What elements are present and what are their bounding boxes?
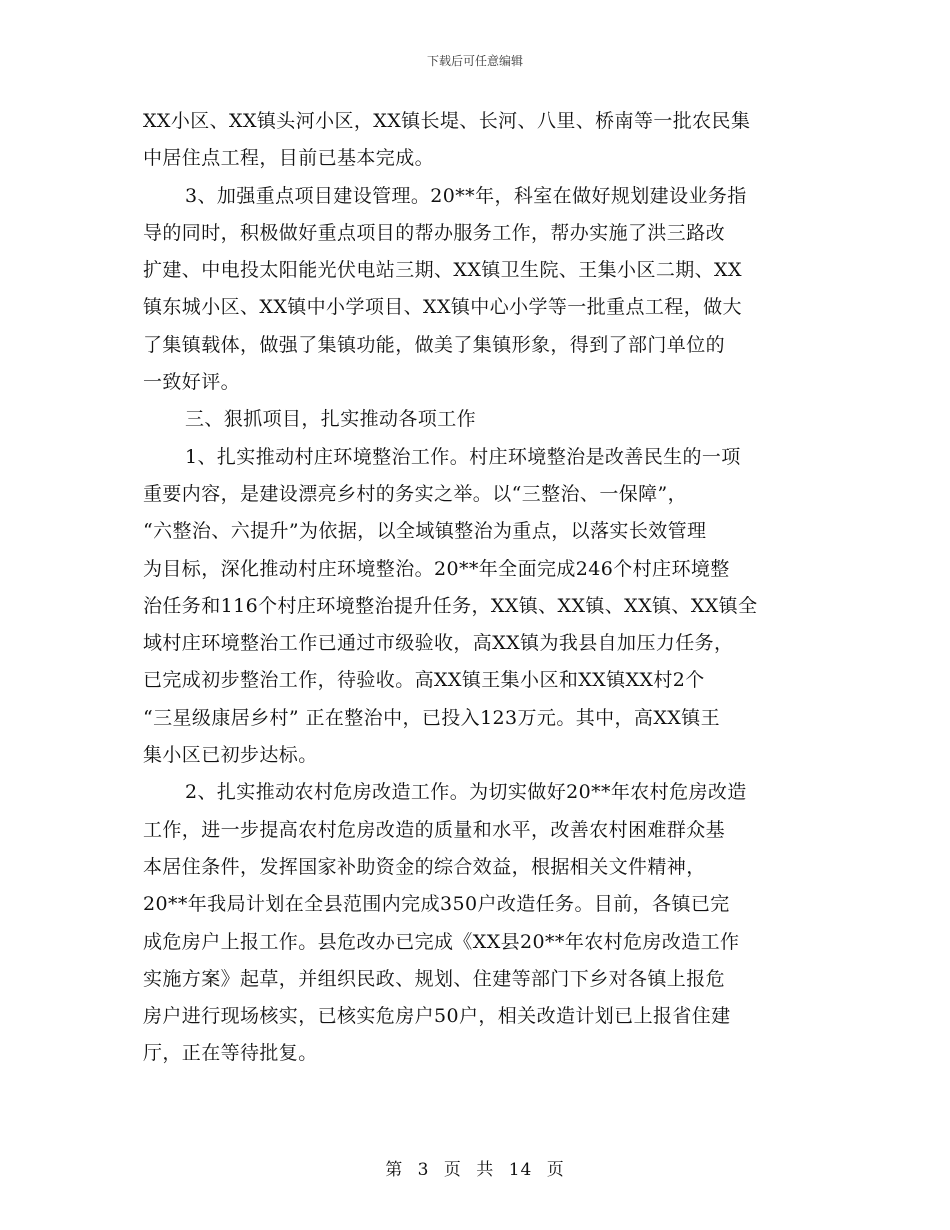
- footer-suffix: 页: [546, 1160, 565, 1180]
- text-line: 治任务和116个村庄环境整治提升任务，XX镇、XX镇、XX镇、XX镇全: [143, 594, 758, 617]
- document-body: [143, 103, 813, 1073]
- page-footer: [0, 1155, 950, 1180]
- footer-total-word: 共: [476, 1160, 495, 1180]
- total-pages: 14: [508, 1160, 533, 1180]
- text-line: 重要内容，是建设漂亮乡村的务实之举。以“三整治、一保障”，: [143, 482, 688, 505]
- text-line: 2、扎实推动农村危房改造工作。为切实做好20**年农村危房改造: [185, 781, 747, 804]
- footer-prefix: 第: [385, 1160, 404, 1180]
- text-line: 20**年我局计划在全县范围内完成350户改造任务。目前，各镇已完: [143, 893, 730, 916]
- text-line: 中居住点工程，目前已基本完成。: [143, 147, 435, 170]
- section-heading: 三、狠抓项目，扎实推动各项工作: [185, 408, 477, 431]
- page-number: 3: [417, 1160, 430, 1180]
- text-line: 本居住条件，发挥国家补助资金的综合效益，根据相关文件精神，: [143, 855, 706, 878]
- text-line: 工作，进一步提高农村危房改造的质量和水平，改善农村困难群众基: [143, 818, 726, 841]
- text-line: 厅，正在等待批复。: [143, 1042, 318, 1065]
- text-line: 扩建、中电投太阳能光伏电站三期、XX镇卫生院、王集小区二期、XX: [143, 259, 742, 282]
- page-header: 下载后可任意编辑: [426, 54, 523, 68]
- footer-page-word: 页: [443, 1160, 462, 1180]
- text-line: 3、加强重点项目建设管理。20**年，科室在做好规划建设业务指: [185, 184, 747, 207]
- text-line: 实施方案》起草，并组织民政、规划、住建等部门下乡对各镇上报危: [143, 967, 726, 990]
- text-line: 镇东城小区、XX镇中小学项目、XX镇中心小学等一批重点工程，做大: [143, 296, 742, 319]
- text-line: 域村庄环境整治工作已通过市级验收，高XX镇为我县自加压力任务，: [143, 632, 734, 655]
- text-line: 了集镇载体，做强了集镇功能，做美了集镇形象，得到了部门单位的: [143, 333, 726, 356]
- text-line: “六整治、六提升”为依据，以全域镇整治为重点，以落实长效管理: [143, 520, 707, 543]
- text-line: 房户进行现场核实，已核实危房户50户，相关改造计划已上报省住建: [143, 1005, 731, 1028]
- text-line: XX小区、XX镇头河小区，XX镇长堤、长河、八里、桥南等一批农民集: [143, 110, 751, 132]
- text-line: 已完成初步整治工作，待验收。高XX镇王集小区和XX镇XX村2个: [143, 669, 705, 692]
- text-line: 成危房户上报工作。县危改办已完成《XX县20**年农村危房改造工作: [143, 930, 740, 953]
- text-line: “三星级康居乡村” 正在整治中，已投入123万元。其中，高XX镇王: [143, 706, 720, 729]
- text-line: 1、扎实推动村庄环境整治工作。村庄环境整治是改善民生的一项: [185, 445, 741, 468]
- text-line: 为目标，深化推动村庄环境整治。20**年全面完成246个村庄环境整: [143, 557, 730, 580]
- text-line: 导的同时，积极做好重点项目的帮办服务工作，帮办实施了洪三路改: [143, 221, 726, 244]
- text-line: 集小区已初步达标。: [143, 744, 318, 767]
- text-line: 一致好评。: [143, 371, 241, 394]
